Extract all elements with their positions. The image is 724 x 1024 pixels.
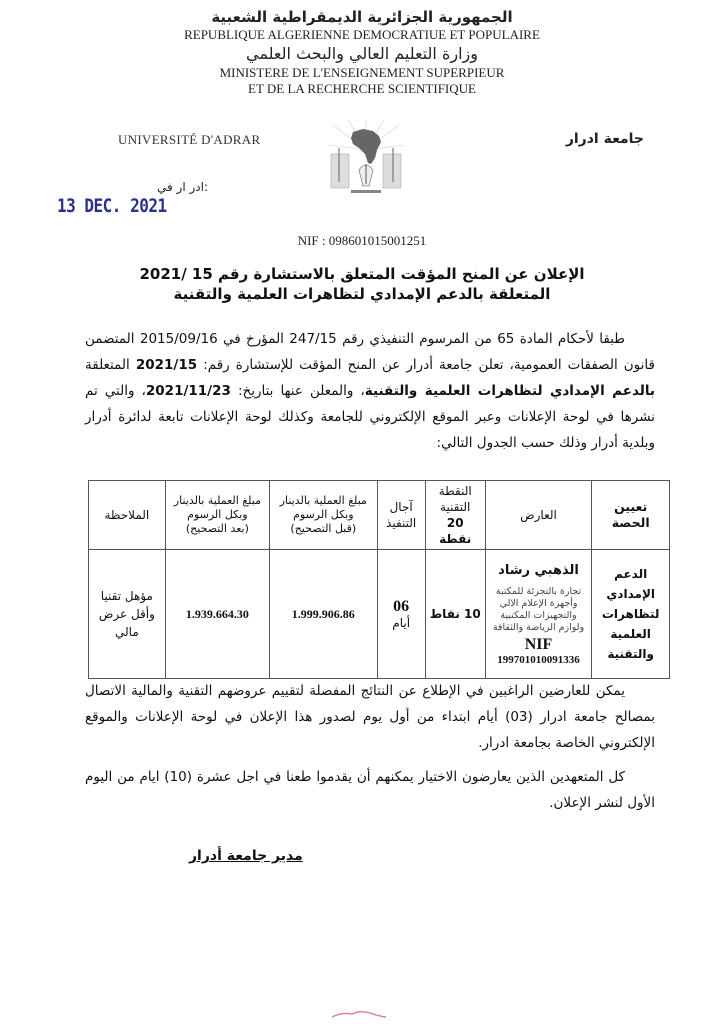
university-name-ar: جامعة ادرار [565,131,644,147]
cell-bidder [485,550,592,679]
header-amount-after-l3: (بعد التصحيح) [185,522,249,535]
header-score-max: 20 نقطة [439,516,472,546]
country-name-fr: REPUBLIQUE ALGERIENNE DEMOCRATIUE ET POPULAIRE [184,27,540,42]
header-score [425,481,485,550]
country-name-ar: الجمهورية الجزائرية الديمقراطية الشعبية [211,8,513,26]
table-header-row [89,481,670,550]
header-amount-before-l1: مبلغ العملية بالدينار [279,494,367,507]
delay-unit: أيام [392,616,411,630]
header-amount-after-l2: وبكل الرسوم [187,508,248,521]
appeal-paragraph: كل المتعهدين الذين يعارضون الاختيار يمكنهم أن يقدموا طعنا في اجل عشرة (10) ايام من اليوم الأول لنشر الإعلان. [85,769,655,811]
delay-value: 06 [393,598,410,615]
table-row [89,550,670,679]
header-amount-after-l1: مبلغ العملية بالدينار [173,494,261,507]
results-consultation-paragraph: يمكن للعارضين الراغبين في الإطلاع عن النتائج المفصلة لتقييم عروضهم التقنية والمالية الاتصال بمصالح جامعة ادرار (03) أيام ابتداء من أول يوم لصدور هذا الإعلان في لوحة الإعلانات والموقع الإلكتروني الخاصة بجامعة ادرار. [85,683,655,751]
place-date-label: ادر ار في: [157,180,209,194]
header-delay: آجال التنفيذ [377,481,425,550]
university-nif: NIF : 098601015001251 [297,233,427,248]
header-amount-after [165,481,269,550]
cell-lot: الدعم الإمدادي لتظاهرات العلمية والتقنية [592,550,670,679]
signature-title: مدير جامعة أدرار [189,848,303,864]
ministry-name-fr-line2: ET DE LA RECHERCHE SCIENTIFIQUE [248,81,476,96]
announcement-title-line2: المتعلقة بالدعم الإمدادي لتظاهرات العلمية والتقنية [173,285,551,303]
bidder-nif: 199701010091336 [497,653,580,666]
bidder-nif-label: NIF [524,635,553,653]
award-table [88,480,670,679]
cell-amount-before: 1.999.906.86 [270,550,378,679]
cell-amount-after: 1.939.664.30 [165,550,269,679]
university-name-fr: UNIVERSITÉ D'ADRAR [118,132,261,147]
header-bidder: العارض [485,481,592,550]
consultation-number: 2021/15 [135,357,198,373]
bidder-activity: تجارة بالتجزئة للمكتبة وأجهزة الإعلام الالي والتجهيزات المكتبية ولوازم الرياضة والثقافة [492,585,585,633]
cell-delay [377,550,425,679]
date-stamp: 13 DEC. 2021 [57,194,167,217]
announce-date: 2021/11/23 [145,383,231,399]
ministry-name-fr-line1: MINISTERE DE L'ENSEIGNEMENT SUPERPIEUR [219,65,505,80]
p1-text-part2: المتعلقة [85,357,136,373]
consultation-subject: بالدعم الإمدادي لتظاهرات العلمية والتقنية [364,383,655,399]
bidder-name: الذهبي رشاد [498,562,579,578]
cell-note: مؤهل تقنيا وأقل عرض مالي [89,550,166,679]
signature-scribble-icon [330,1008,390,1020]
header-amount-before [270,481,378,550]
p1-text-part4: ، والتي تم نشرها في لوحة الإعلانات وعبر الموقع الإلكتروني للجامعة وكذلك لوحة الإعلانات تابعة لدائرة أدرار وبلدية أدرار وذلك حسب الجدول التالي: [85,383,655,451]
header-note: الملاحظة [89,481,166,550]
header-amount-before-l3: (قبل التصحيح) [290,522,357,535]
cell-score: 10 نقاط [425,550,485,679]
header-amount-before-l2: وبكل الرسوم [293,508,354,521]
header-score-label: النقطة التقنية [438,484,472,514]
university-logo-africa-icon [323,120,409,200]
announcement-title-line1: الإعلان عن المنح المؤقت المتعلق بالاستشارة رقم 15 /2021 [139,265,585,283]
legal-basis-paragraph [85,326,655,456]
p1-text-part3: ، والمعلن عنها بتاريخ: [230,383,365,399]
p1-text-part1: طبقا لأحكام المادة 65 من المرسوم التنفيذي رقم 247/15 المؤرخ في 2015/09/16 المتضمن قانون الصفقات العمومية، تعلن جامعة أدرار عن المنح المؤقت للإستشارة رقم: [85,331,655,373]
ministry-name-ar: وزارة التعليم العالي والبحث العلمي [246,44,478,63]
header-lot: تعيين الحصة [592,481,670,550]
